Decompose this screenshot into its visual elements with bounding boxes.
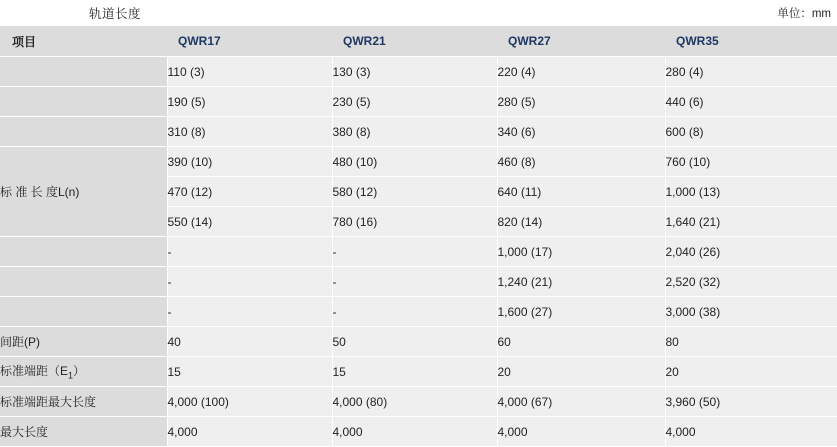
table-row (0, 297, 837, 327)
standard-length-label: 标 准 长 度L(n) (0, 147, 167, 237)
cell-qwr17: 15 (167, 357, 332, 387)
standard-length-label-pad-2 (0, 87, 167, 117)
cell-qwr27: 280 (5) (497, 87, 665, 117)
cell-qwr21: - (332, 297, 497, 327)
column-header-item: 项目 (0, 26, 167, 57)
cell-qwr27: 1,000 (17) (497, 237, 665, 267)
cell-qwr35: 20 (665, 357, 837, 387)
column-header-qwr35: QWR35 (665, 26, 837, 57)
cell-qwr35: 3,960 (50) (665, 387, 837, 417)
cell-qwr17: - (167, 267, 332, 297)
rail-length-table (0, 26, 837, 447)
cell-qwr27: 340 (6) (497, 117, 665, 147)
table-row (0, 357, 837, 387)
cell-qwr27: 1,240 (21) (497, 267, 665, 297)
cell-qwr35: 3,000 (38) (665, 297, 837, 327)
standard-length-label-pad-5 (0, 267, 167, 297)
table-header (0, 26, 837, 57)
row-label-end-distance-subscript: 1 (68, 370, 74, 381)
cell-qwr21: 4,000 (80) (332, 387, 497, 417)
row-label-max-length-with-end: 标准端距最大长度 (0, 387, 167, 417)
standard-length-label-pad-3 (0, 117, 167, 147)
cell-qwr21: 15 (332, 357, 497, 387)
cell-qwr35: 4,000 (665, 417, 837, 447)
cell-qwr35: 280 (4) (665, 57, 837, 87)
standard-length-label-pad-6 (0, 297, 167, 327)
cell-qwr21: - (332, 267, 497, 297)
table-row (0, 417, 837, 447)
cell-qwr27: 4,000 (67) (497, 387, 665, 417)
cell-qwr27: 220 (4) (497, 57, 665, 87)
table-body (0, 57, 837, 447)
standard-length-label-pad-1 (0, 57, 167, 87)
cell-qwr21: 780 (16) (332, 207, 497, 237)
table-row (0, 237, 837, 267)
table-row (0, 117, 837, 147)
cell-qwr17: 110 (3) (167, 57, 332, 87)
column-header-qwr17: QWR17 (167, 26, 332, 57)
table-unit-label: 单位：mm (777, 8, 831, 20)
cell-qwr21: 230 (5) (332, 87, 497, 117)
cell-qwr27: 20 (497, 357, 665, 387)
table-caption-title: 轨道长度 (89, 7, 142, 21)
table-row (0, 57, 837, 87)
cell-qwr27: 4,000 (497, 417, 665, 447)
cell-qwr27: 60 (497, 327, 665, 357)
cell-qwr17: - (167, 237, 332, 267)
cell-qwr35: 440 (6) (665, 87, 837, 117)
cell-qwr35: 600 (8) (665, 117, 837, 147)
cell-qwr21: - (332, 237, 497, 267)
cell-qwr21: 380 (8) (332, 117, 497, 147)
cell-qwr17: 40 (167, 327, 332, 357)
table-row (0, 87, 837, 117)
cell-qwr17: 4,000 (100) (167, 387, 332, 417)
cell-qwr21: 480 (10) (332, 147, 497, 177)
cell-qwr27: 820 (14) (497, 207, 665, 237)
cell-qwr35: 1,000 (13) (665, 177, 837, 207)
cell-qwr35: 2,040 (26) (665, 237, 837, 267)
cell-qwr17: 190 (5) (167, 87, 332, 117)
table-row (0, 147, 837, 177)
column-header-qwr21: QWR21 (332, 26, 497, 57)
cell-qwr17: - (167, 297, 332, 327)
cell-qwr17: 550 (14) (167, 207, 332, 237)
cell-qwr21: 580 (12) (332, 177, 497, 207)
cell-qwr35: 80 (665, 327, 837, 357)
cell-qwr27: 640 (11) (497, 177, 665, 207)
caption-row (0, 0, 837, 26)
cell-qwr17: 310 (8) (167, 117, 332, 147)
row-label-end-distance (0, 357, 167, 387)
cell-qwr27: 1,600 (27) (497, 297, 665, 327)
cell-qwr17: 390 (10) (167, 147, 332, 177)
row-label-pitch: 间距(P) (0, 327, 167, 357)
cell-qwr21: 4,000 (332, 417, 497, 447)
cell-qwr17: 4,000 (167, 417, 332, 447)
cell-qwr21: 130 (3) (332, 57, 497, 87)
row-label-end-distance-suffix: ） (73, 364, 86, 379)
table-row (0, 267, 837, 297)
table-row (0, 327, 837, 357)
table-row (0, 387, 837, 417)
cell-qwr35: 1,640 (21) (665, 207, 837, 237)
row-label-end-distance-text: 标准端距（E (0, 364, 69, 379)
standard-length-label-pad-4 (0, 237, 167, 267)
cell-qwr35: 2,520 (32) (665, 267, 837, 297)
table-header-row (0, 26, 837, 57)
cell-qwr17: 470 (12) (167, 177, 332, 207)
cell-qwr21: 50 (332, 327, 497, 357)
row-label-max-length: 最大长度 (0, 417, 167, 447)
cell-qwr35: 760 (10) (665, 147, 837, 177)
cell-qwr27: 460 (8) (497, 147, 665, 177)
column-header-qwr27: QWR27 (497, 26, 665, 57)
